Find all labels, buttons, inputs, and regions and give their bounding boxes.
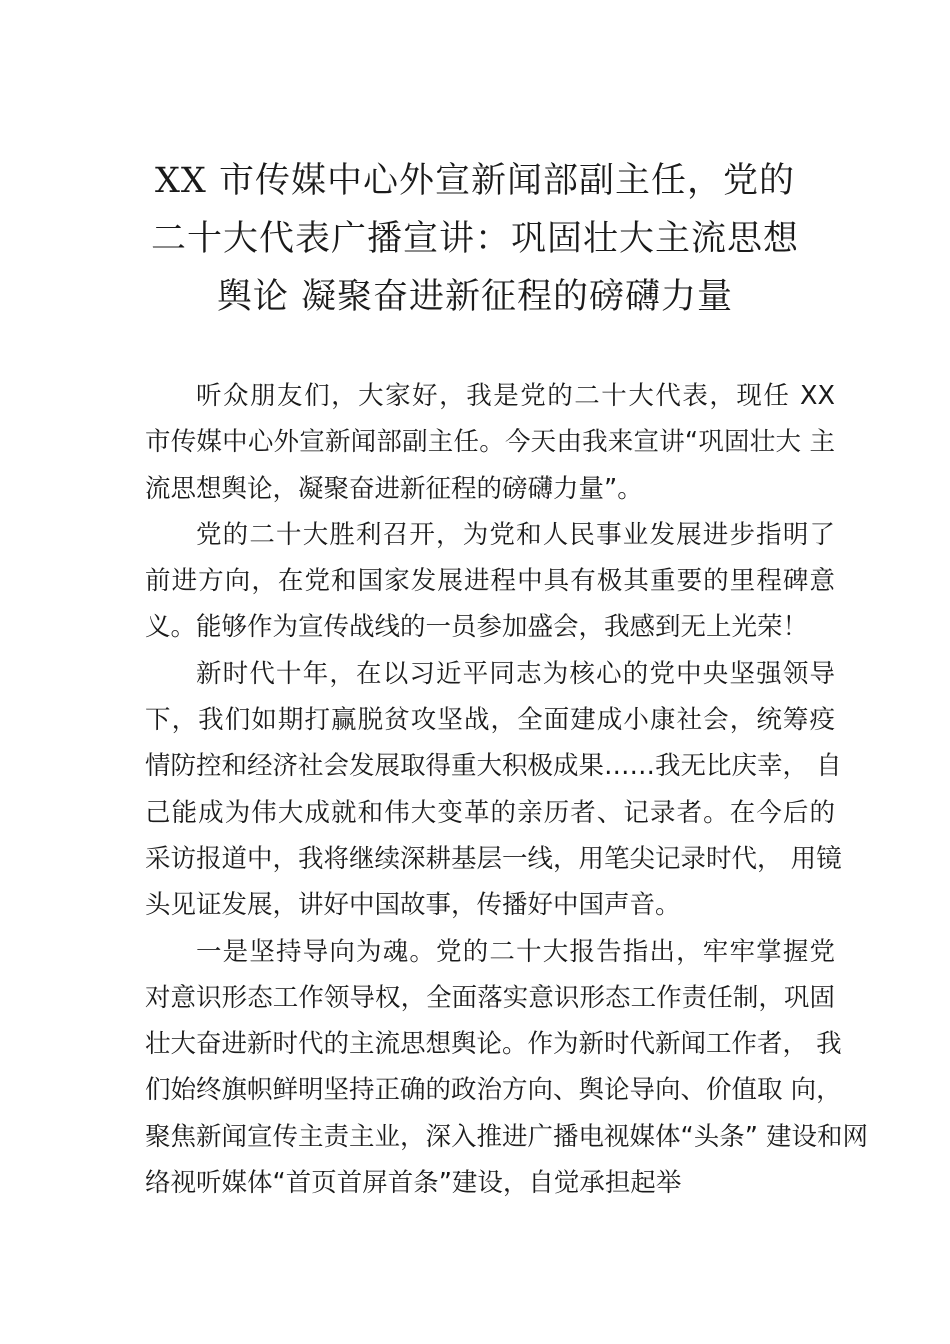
text-line: 己能成为伟大成就和伟大变革的亲历者、记录者。在今后的 (145, 797, 835, 828)
paragraph-new-era (145, 651, 842, 929)
text-line: 下，我们如期打赢脱贫攻坚战，全面建成小康社会，统筹疫 (145, 705, 835, 736)
text-line: 们始终旗帜鲜明坚持正确的政治方向、舆论导向、价值取 向， (145, 1075, 842, 1106)
text-line: 壮大奋进新时代的主流思想舆论。作为新时代新闻工作者， 我 (145, 1029, 842, 1060)
text-line: 一是坚持导向为魂。党的二十大报告指出，牢牢掌握党 (196, 936, 835, 967)
text-line: 党的二十大胜利召开，为党和人民事业发展进步指明了 (196, 519, 835, 550)
text-line: 市传媒中心外宣新闻部副主任。今天由我来宣讲“巩固壮大 主 (145, 427, 835, 458)
text-line: 前进方向，在党和国家发展进程中具有极其重要的里程碑意 (145, 566, 835, 597)
text-line: 头见证发展，讲好中国故事，传播好中国声音。 (145, 890, 681, 921)
paragraph-congress (145, 512, 835, 651)
text-line: 采访报道中，我将继续深耕基层一线，用笔尖记录时代， 用镜 (145, 843, 842, 874)
text-line: 新时代十年，在以习近平同志为核心的党中央坚强领导 (196, 658, 835, 689)
paragraph-greeting (145, 373, 835, 512)
text-line: 聚焦新闻宣传主责主业，深入推进广播电视媒体“头条” 建设和网 (145, 1121, 869, 1152)
text-line: 对意识形态工作领导权，全面落实意识形态工作责任制，巩固 (145, 982, 835, 1013)
title-line: 二十大代表广播宣讲：巩固壮大主流思想 (150, 219, 799, 259)
text-line: 义。能够作为宣传战线的一员参加盛会，我感到无上光荣！ (145, 612, 809, 643)
text-line: 流思想舆论，凝聚奋进新征程的磅礴力量”。 (145, 473, 643, 504)
title-line: XX 市传媒中心外宣新闻部副主任，党的 (155, 161, 795, 201)
paragraph-guidance (145, 929, 869, 1207)
title-line: 舆论 凝聚奋进新征程的磅礴力量 (216, 277, 734, 317)
document-title (120, 152, 830, 326)
document-body (145, 373, 869, 1206)
text-line: 络视听媒体“首页首屏首条”建设，自觉承担起举 (145, 1168, 682, 1199)
text-line: 听众朋友们，大家好，我是党的二十大代表，现任 XX (196, 381, 835, 411)
text-line: 情防控和经济社会发展取得重大积极成果……我无比庆幸， 自 (145, 751, 842, 782)
